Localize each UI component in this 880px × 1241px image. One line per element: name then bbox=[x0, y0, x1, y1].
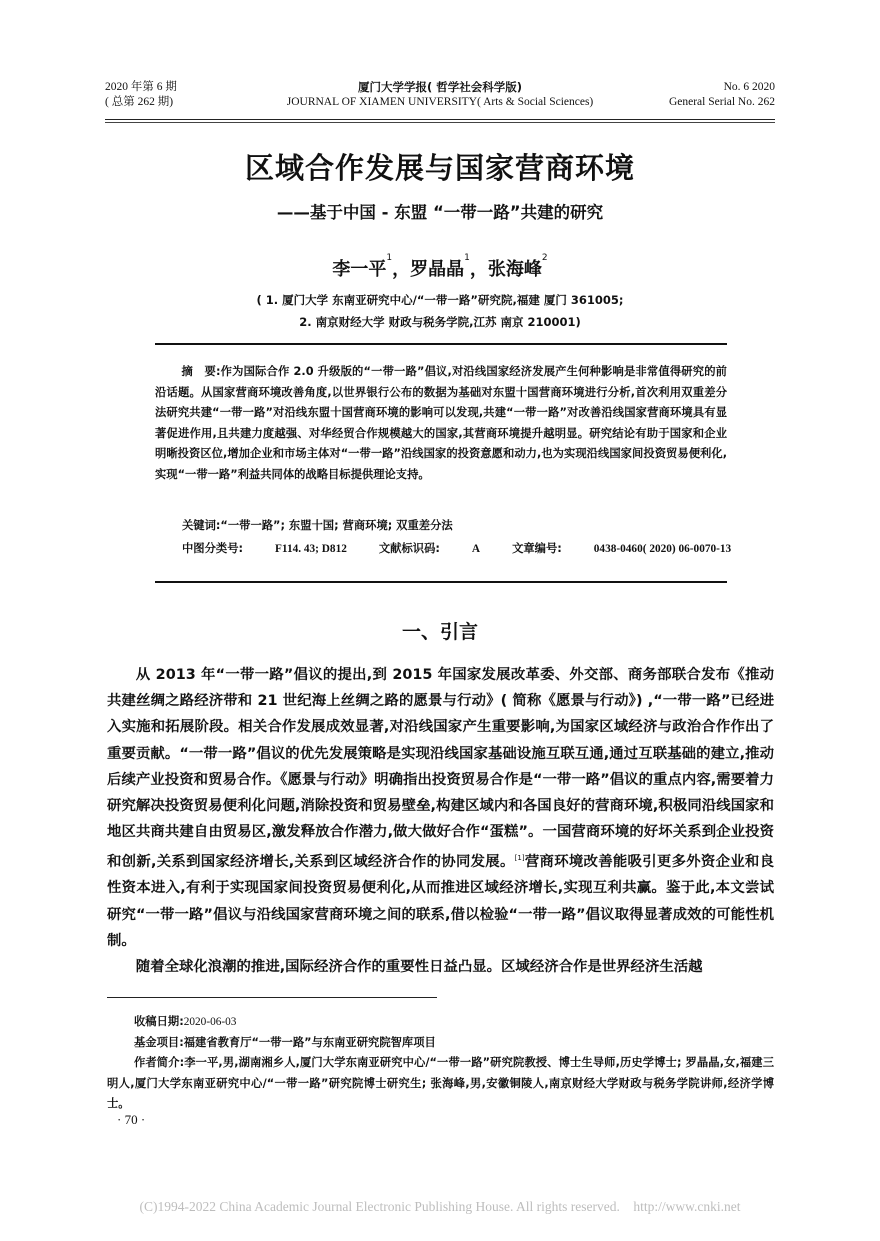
paper-subtitle: ——基于中国 - 东盟 “一带一路”共建的研究 bbox=[276, 203, 604, 222]
header-issue bbox=[105, 80, 177, 110]
author-affiliation-mark: 2 bbox=[541, 253, 548, 263]
affiliation-1: ( 1. 厦门大学 东南亚研究中心/“一带一路”研究院,福建 厦门 361005; bbox=[256, 293, 624, 307]
affiliation-2: 2. 南京财经大学 财政与税务学院,江苏 南京 210001) bbox=[299, 315, 581, 329]
header-issue-year: 2020 年第 6 期 bbox=[105, 81, 177, 93]
header-journal bbox=[180, 80, 700, 110]
footnote-author-bio bbox=[107, 1053, 774, 1115]
abstract-bottom-rule bbox=[155, 581, 727, 583]
header-number bbox=[669, 80, 775, 110]
keywords bbox=[182, 517, 453, 533]
page-number: · 70 · bbox=[117, 1112, 146, 1127]
article-number-value: 0438-0460( 2020) 06-0070-13 bbox=[593, 543, 732, 555]
classification-line bbox=[182, 540, 763, 556]
fund-value: 福建省教育厅“一带一路”与东南亚研究院智库项目 bbox=[183, 1035, 436, 1049]
keywords-label: 关键词: bbox=[182, 519, 221, 532]
section-heading: 一、引言 bbox=[401, 621, 478, 643]
header-journal-cn: 厦门大学学报( 哲学社会科学版) bbox=[357, 80, 522, 94]
bio-value: 李一平,男,湖南湘乡人,厦门大学东南亚研究中心/“一带一路”研究院教授、博士生导师,历史学博士; 罗晶晶,女,福建三明人,厦门大学东南亚研究中心/“一带一路”研究院博士研究生; 张海峰,男,安徽铜陵人,南京财经大学财政与税务学院讲师,经济学博士。 bbox=[107, 1056, 774, 1110]
abstract-top-rule bbox=[155, 343, 727, 345]
footnote-fund bbox=[107, 1033, 774, 1054]
header-rule-thin bbox=[105, 122, 775, 123]
received-date: 2020-06-03 bbox=[183, 1016, 237, 1028]
copyright-notice: (C)1994-2022 China Academic Journal Electronic Publishing House. All rights reserved. http://www.cnki.net bbox=[139, 1199, 741, 1214]
abstract-label: 摘 要: bbox=[181, 365, 221, 378]
paragraph-text: 从 2013 年“一带一路”倡议的提出,到 2015 年国家发展改革委、外交部、商务部联合发布《推动共建丝绸之路经济带和 21 世纪海上丝绸之路的愿景与行动》( 简称《愿景与行动》) ,“一带一路”已经进入实施和拓展阶段。相关合作发展成效显著,对沿线国家产生重要影响,为国家区域经济与政治合作作出了重要贡献。“一带一路”倡议的优先发展策略是实现沿线国家基础设施互联互通,通过互联基础的建立,推动后续产业投资和贸易合作。《愿景与行动》明确指出投资贸易合作是“一带一路”倡议的重点内容,需要着力研究解决投资贸易便利化问题,消除投资和贸易壁垒,构建区域内和各国良好的营商环境,积极同沿线国家和地区共商共建自由贸易区,激发释放合作潜力,做大做好合作“蛋糕”。一国营商环境的好坏关系到企业投资和创新,关系到国家经济增长,关系到区域经济合作的协同发展。 bbox=[107, 667, 774, 871]
bio-label: 作者简介: bbox=[134, 1056, 185, 1069]
author-list bbox=[0, 255, 880, 281]
header-journal-en: JOURNAL OF XIAMEN UNIVERSITY( Arts & Social Sciences) bbox=[286, 96, 594, 108]
paragraph: 随着全球化浪潮的推进,国际经济合作的重要性日益凸显。区域经济合作是世界经济生活越 bbox=[135, 959, 703, 976]
received-label: 收稿日期: bbox=[134, 1015, 184, 1028]
fund-label: 基金项目: bbox=[134, 1035, 184, 1049]
footnote-received bbox=[107, 1012, 774, 1033]
article-number-label: 文章编号: bbox=[512, 542, 562, 555]
header-rule bbox=[105, 119, 775, 120]
author-affiliation-mark: 1 bbox=[464, 253, 470, 263]
abstract bbox=[155, 362, 727, 485]
footnotes bbox=[107, 1012, 774, 1115]
paragraph bbox=[107, 662, 774, 954]
author-affiliation-mark: 1 bbox=[386, 253, 393, 263]
clc-label: 中图分类号: bbox=[182, 542, 244, 555]
author-name: 张海峰 bbox=[487, 259, 542, 280]
abstract-text: 作为国际合作 2.0 升级版的“一带一路”倡议,对沿线国家经济发展产生何种影响是非常值得研究的前沿话题。从国家营商环境改善角度,以世界银行公布的数据为基础对东盟十国营商环境进行分析,首次利用双重差分法研究共建“一带一路”对沿线东盟十国营商环境的影响可以发现,共建“一带一路”对改善沿线国家营商环境具有显著促进作用,且共建力度越强、对华经贸合作规模越大的国家,其营商环境提升越明显。研究结论有助于国家和企业明晰投资区位,增加企业和市场主体对“一带一路”沿线国家的投资意愿和动力,也为实现沿线国家间投资贸易便利化,实现“一带一路”利益共同体的战略目标提供理论支持。 bbox=[155, 365, 727, 481]
citation-ref[interactable]: [1] bbox=[514, 854, 525, 863]
author-name: 罗晶晶 bbox=[410, 259, 465, 280]
author-separator: ， bbox=[392, 259, 411, 280]
header-number-issue: No. 6 2020 bbox=[723, 81, 775, 93]
keywords-text: “一带一路”; 东盟十国; 营商环境; 双重差分法 bbox=[220, 519, 453, 532]
paragraph-text: 营商环境改善能吸引更多外资企业和良性资本进入,有利于实现国家间投资贸易便利化,从而推进区域经济增长,实现互利共赢。鉴于此,本文尝试研究“一带一路”倡议与沿线国家营商环境之间的联系,借以检验“一带一路”倡议取得显著成效的可能性机制。 bbox=[107, 854, 774, 949]
author-name: 李一平 bbox=[332, 259, 387, 280]
header-number-serial: General Serial No. 262 bbox=[668, 96, 775, 108]
footnote-rule bbox=[107, 997, 437, 998]
header-issue-total: ( 总第 262 期) bbox=[105, 96, 174, 108]
doc-code-label: 文献标识码: bbox=[378, 542, 440, 555]
paper-title: 区域合作发展与国家营商环境 bbox=[244, 151, 635, 185]
clc-value: F114. 43; D812 bbox=[275, 543, 347, 555]
body-text bbox=[107, 662, 774, 980]
author-separator: ， bbox=[469, 259, 488, 280]
doc-code-value: A bbox=[471, 543, 481, 555]
